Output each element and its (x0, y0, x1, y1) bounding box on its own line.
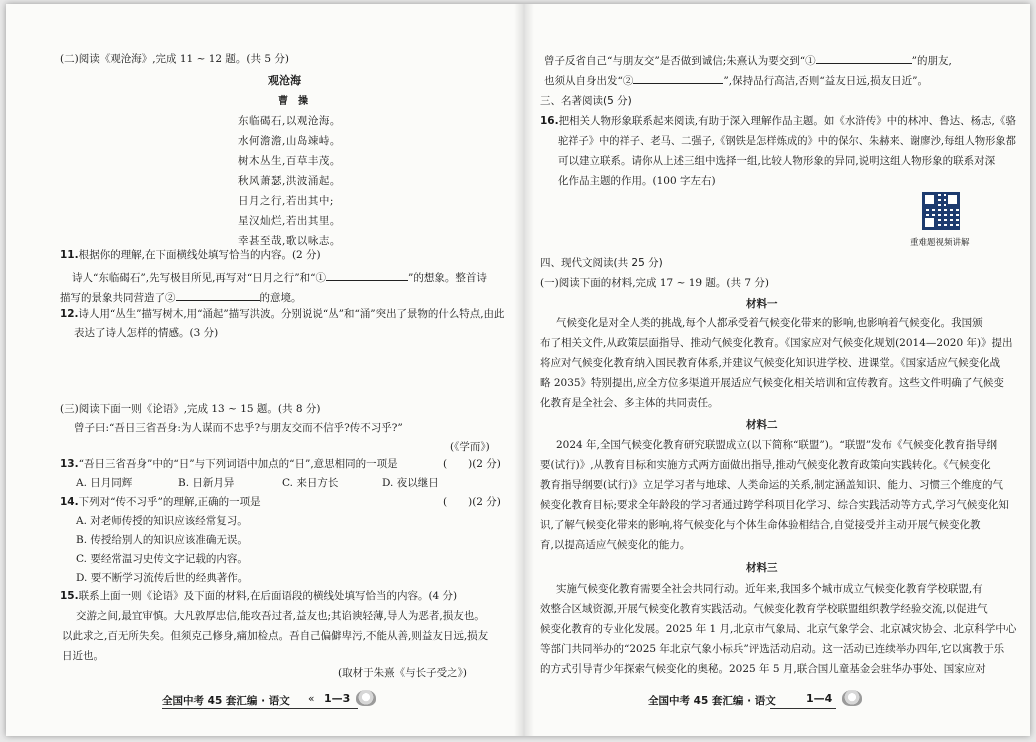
q13-option-a[interactable]: A. 日月同辉 (76, 477, 133, 489)
question-number: 16. (540, 115, 559, 127)
q16-line: 可以建立联系。请你从上述三组中选择一组,比较人物形象的异同,说明这组人物形象的联系对深 (558, 155, 996, 167)
question-15 (60, 589, 457, 603)
question-number: 14. (60, 496, 79, 508)
mascot-logo (356, 690, 376, 706)
question-text: 把相关人物形象联系起来阅读,有助于深入理解作品主题。如《水浒传》中的林冲、鲁达、杨志,《骆 (558, 115, 1016, 127)
material-2-line: 识,了解气候变化带来的影响,将气候变化与个体生命体验相结合,自觉接受并主动开展气候变化教 (540, 519, 981, 531)
poem-line: 日月之行,若出其中; (238, 195, 334, 207)
question-number: 15. (60, 590, 79, 602)
footer-rule (770, 708, 836, 709)
continued-text-c: 也须从自身出发“② (544, 75, 634, 87)
book-spread (6, 4, 1030, 736)
material-3-line: 等部门共同举办的“2025 年北京气象小标兵”评选活动启动。这一活动已连续举办四年,它以寓教于乐 (540, 643, 1005, 655)
question-text: 下列对“传不习乎”的理解,正确的一项是 (78, 496, 261, 508)
footer-rule (162, 708, 358, 709)
q15-source: (取材于朱熹《与长子受之》) (338, 667, 467, 679)
mascot-logo (842, 690, 862, 706)
page-number: 1—4 (806, 692, 833, 705)
material-3-line: 效整合区域资源,开展气候变化教育实践活动。气候变化教育学校联盟组织教学经验交流,以促进气 (540, 603, 988, 615)
material-2-title: 材料二 (746, 419, 778, 431)
material-1-line: 将应对气候变化教育纳入国民教育体系,并建议气候变化知识进学校、进课堂。《国家适应气候变化战 (540, 357, 1001, 369)
material-1-line: 化教育是全社会、多主体的共同责任。 (540, 397, 719, 409)
poem-author: 曹 操 (278, 96, 308, 107)
q13-option-d[interactable]: D. 夜以继日 (382, 477, 439, 489)
material-1-title: 材料一 (746, 298, 778, 310)
q13-option-b[interactable]: B. 日新月异 (178, 477, 235, 489)
lunyu-source: (《学而》) (450, 441, 490, 453)
material-3-line: 的方式引导青少年探索气候变化的奥秘。2025 年 5 月,联合国儿童基金会驻华办事处、国家应对 (540, 663, 986, 675)
continued-text-a: 曾子反省自己“与朋友交”是否做到诚信;朱熹认为要交到“① (544, 55, 816, 67)
continued-text-d: ”,保持品行高洁,否则“益友日远,损友日近”。 (723, 75, 928, 87)
material-1-line: 气候变化是对全人类的挑战,每个人都承受着气候变化带来的影响,也影响着气候变化。我国颁 (556, 317, 983, 329)
poem-line: 水何澹澹,山岛竦峙。 (238, 135, 341, 147)
q15-passage-line: 日近也。 (62, 650, 104, 662)
poem-line: 秋风萧瑟,洪波涌起。 (238, 175, 341, 187)
material-3-title: 材料三 (746, 562, 778, 574)
answer-area-q12[interactable] (74, 344, 494, 400)
question-14 (60, 495, 261, 509)
qr-code-icon[interactable] (923, 193, 959, 229)
q12-line2: 表达了诗人怎样的情感。(3 分) (74, 327, 219, 339)
poem-line: 星汉灿烂,若出其里。 (238, 215, 341, 227)
q13-option-c[interactable]: C. 来日方长 (282, 477, 339, 489)
question-11 (60, 248, 321, 262)
q11-text-a: 诗人“东临碣石”,先写极目所见,再写对“日月之行”和“① (72, 272, 327, 284)
q11-text-b: ”的想象。整首诗 (408, 272, 487, 284)
q14-score[interactable]: ( )(2 分) (443, 496, 501, 508)
question-text: 根据你的理解,在下面横线处填写恰当的内容。(2 分) (78, 249, 321, 261)
left-page (6, 4, 518, 736)
page-number: 1—3 (324, 692, 351, 705)
answer-blank-1[interactable] (326, 269, 408, 281)
material-3-line: 候变化教育的专业化发展。2025 年 1 月,北京市气象局、北京气象学会、北京减灾协会、北京科学中心 (540, 623, 1017, 635)
material-2-line: 育,以提高适应气候变化的能力。 (540, 539, 691, 551)
section-3-heading: (三)阅读下面一则《论语》,完成 13 ~ 15 题。(共 8 分) (60, 403, 321, 415)
q11-line1 (72, 269, 487, 285)
q14-option-a[interactable]: A. 对老师传授的知识应该经常复习。 (76, 515, 248, 527)
footer-title: 全国中考 45 套汇编 · 语文 (162, 695, 290, 707)
question-number: 13. (60, 458, 79, 470)
continued-text-b: ”的朋友, (911, 55, 952, 67)
material-2-line: 2024 年,全国气候变化教育研究联盟成立(以下简称“联盟”)。“联盟”发布《气候变化教育指导纲 (556, 439, 998, 451)
question-16 (540, 114, 1016, 128)
poem-title: 观沧海 (268, 74, 301, 87)
q15-passage-line: 交游之间,最宜审慎。大凡敦厚忠信,能攻吾过者,益友也;其谄谀轻薄,导人为恶者,损友也。 (76, 610, 485, 622)
section-4-sub: (一)阅读下面的材料,完成 17 ~ 19 题。(共 7 分) (540, 277, 769, 289)
right-page (518, 4, 1030, 736)
footer-title: 全国中考 45 套汇编 · 语文 (648, 695, 776, 707)
answer-blank-q15-1[interactable] (816, 52, 912, 64)
q11-text-d: 的意境。 (259, 292, 302, 304)
q15-continued-line1 (544, 52, 952, 68)
q15-continued-line2 (544, 72, 928, 88)
q14-option-c[interactable]: C. 要经常温习史传文字记载的内容。 (76, 553, 248, 565)
question-text: 诗人用“丛生”描写树木,用“涌起”描写洪波。分别说说“丛”和“涌”突出了景物的什么特点,由此 (78, 308, 505, 320)
answer-blank-q15-2[interactable] (633, 72, 723, 84)
section-3-heading-right: 三、名著阅读(5 分) (540, 95, 632, 107)
material-2-line: 候变化教育目标;要求全年龄段的学习者通过跨学科项目化学习、综合实践活动等方式,学习气候变化知 (540, 499, 1009, 511)
q11-line2 (60, 289, 302, 305)
lunyu-quote: 曾子曰:“吾日三省吾身:为人谋而不忠乎?与朋友交而不信乎?传不习乎?” (74, 422, 403, 434)
material-3-line: 实施气候变化教育需要全社会共同行动。近年来,我国多个城市成立气候变化教育学校联盟,有 (556, 583, 983, 595)
q16-line: 化作品主题的作用。(100 字左右) (558, 175, 716, 187)
material-1-line: 略 2035》特别提出,应全方位多渠道开展适应气候变化相关培训和宣传教育。这些文件明确了气候变 (540, 377, 1004, 389)
q14-option-b[interactable]: B. 传授给别人的知识应该准确无误。 (76, 534, 248, 546)
poem-line: 东临碣石,以观沧海。 (238, 115, 341, 127)
answer-blank-2[interactable] (176, 289, 260, 301)
q13-score[interactable]: ( )(2 分) (443, 458, 501, 470)
q16-line: 驼祥子》中的祥子、老马、二强子,《钢铁是怎样炼成的》中的保尔、朱赫来、谢廖沙,每组人物形象都 (558, 135, 1016, 147)
q11-text-c: 描写的景象共同营造了② (60, 292, 176, 304)
section-2-heading: (二)阅读《观沧海》,完成 11 ~ 12 题。(共 5 分) (60, 53, 289, 65)
q15-passage-line: 以此求之,百无所失矣。但须克己修身,痛加检点。吾自己偏僻卑污,不能从善,则益友日远,损友 (62, 630, 489, 642)
qr-caption: 重难题视频讲解 (910, 238, 970, 248)
poem-line: 幸甚至哉,歌以咏志。 (238, 235, 341, 247)
question-text: “吾日三省吾身”中的“日”与下列词语中加点的“日”,意思相同的一项是 (78, 458, 398, 470)
q14-option-d[interactable]: D. 要不断学习流传后世的经典著作。 (76, 572, 249, 584)
material-2-line: 要(试行)》,从教育目标和实施方式两方面做出指导,推动气候变化教育政策向实践转化。《气候变化 (540, 459, 991, 471)
question-text: 联系上面一则《论语》及下面的材料,在后面语段的横线处填写恰当的内容。(4 分) (78, 590, 458, 602)
question-12 (60, 307, 504, 321)
material-2-line: 教育指导纲要(试行)》立足学习者与地球、人类命运的关系,制定涵盖知识、能力、习惯三个维度的气 (540, 479, 1004, 491)
question-number: 12. (60, 308, 79, 320)
poem-line: 树木丛生,百草丰茂。 (238, 155, 341, 167)
material-1-line: 布了相关文件,从政策层面指导、推动气候变化教育。《国家应对气候变化规划(2014—2020 年)》提出 (540, 337, 1013, 349)
section-4-heading: 四、现代文阅读(共 25 分) (540, 257, 663, 269)
footer-arrows: « (308, 693, 315, 705)
question-13 (60, 457, 398, 471)
question-number: 11. (60, 249, 79, 261)
